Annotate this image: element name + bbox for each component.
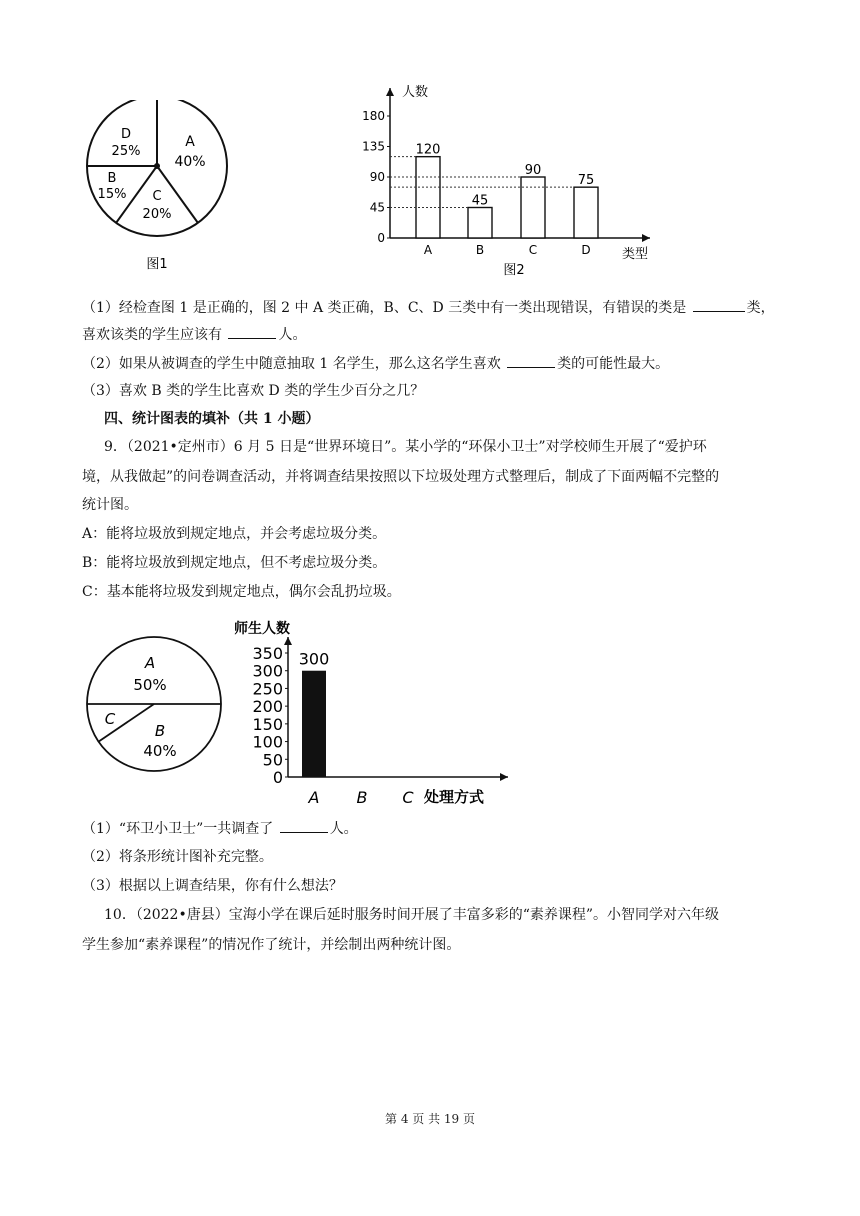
- q8-part3: （3）喜欢 B 类的学生比喜欢 D 类的学生少百分之几？: [82, 383, 425, 399]
- y-tick-label: 100: [252, 732, 283, 752]
- x-axis-arrow: [642, 234, 650, 242]
- x-axis-arrow: [500, 773, 508, 781]
- x-axis-label: 类型: [622, 247, 649, 262]
- bar-value-label: 120: [415, 142, 441, 158]
- q8-part1-text-d: 人。: [278, 327, 307, 343]
- q9-option-c: C：基本能将垃圾发到规定地点，偶尔会乱扔垃圾。: [82, 584, 401, 600]
- figure-3-pie: [80, 630, 230, 780]
- y-tick-label: 350: [252, 644, 283, 663]
- y-axis-label: 师生人数: [234, 621, 290, 637]
- q9-part3: （3）根据以上调查结果，你有什么想法？: [82, 878, 343, 894]
- y-tick-label: 135: [362, 139, 385, 154]
- y-axis-arrow: [386, 88, 394, 96]
- q9-part1-text: （1）“环卫小卫士”一共调查了: [82, 821, 274, 837]
- answer-blank[interactable]: [228, 324, 276, 339]
- bar-a: [416, 157, 440, 238]
- x-tick-label: D: [581, 243, 591, 257]
- x-tick-label: C: [528, 243, 538, 257]
- y-tick-label: 200: [252, 697, 283, 717]
- q9-option-b: B：能将垃圾放到规定地点，但不考虑垃圾分类。: [82, 555, 387, 571]
- y-tick-label: 50: [262, 750, 283, 770]
- q10-line2: 学生参加“素养课程”的情况作了统计，并绘制出两种统计图。: [82, 937, 461, 953]
- y-tick-label: 0: [272, 768, 283, 787]
- y-tick-label: 45: [369, 200, 385, 215]
- figure-2-bar: [350, 78, 670, 278]
- slice-percent-a: 40%: [174, 154, 206, 170]
- bar-value-label: 90: [524, 163, 542, 178]
- slice-label-d: D: [120, 127, 132, 142]
- x-tick-label: C: [402, 788, 414, 807]
- slice-label-a: A: [185, 134, 195, 150]
- slice-label-c: C: [152, 189, 162, 204]
- y-tick-label: 300: [252, 661, 283, 681]
- q8-part1-line1: [82, 297, 775, 318]
- bar-value-label: 300: [298, 649, 330, 669]
- q8-part1-text-b: 类，: [746, 300, 775, 316]
- q8-part2: [82, 353, 669, 374]
- bar-d: [574, 187, 598, 238]
- slice-percent-d: 25%: [111, 144, 141, 159]
- q10-line1: 10．（2022•唐县）宝海小学在课后延时服务时间开展了丰富多彩的“素养课程”。小智同学对六年级: [104, 907, 720, 923]
- answer-blank[interactable]: [693, 297, 745, 312]
- x-tick-label: A: [308, 788, 320, 807]
- slice-percent-a: 50%: [133, 676, 167, 694]
- bar-a: [302, 671, 326, 777]
- bar-b: [468, 208, 492, 239]
- y-axis-label: 人数: [402, 85, 429, 100]
- q9-part1-text-b: 人。: [329, 821, 358, 837]
- y-axis-arrow: [284, 637, 292, 645]
- figure-2-caption: 图2: [503, 263, 525, 278]
- q9-line3: 统计图。: [82, 497, 138, 513]
- q8-part2-text: （2）如果从被调查的学生中随意抽取 1 名学生，那么这名学生喜欢: [82, 356, 501, 372]
- x-axis-label: 处理方式: [424, 788, 485, 806]
- bar-value-label: 75: [577, 173, 595, 189]
- slice-label-c: C: [104, 710, 116, 728]
- pie-center: [154, 163, 160, 169]
- q8-part1-line2: [82, 324, 306, 345]
- y-tick-label: 180: [362, 109, 385, 123]
- q8-part1-text-c: 喜欢该类的学生应该有: [82, 327, 222, 343]
- q9-line2: 境，从我做起”的问卷调查活动，并将调查结果按照以下垃圾处理方式整理后，制成了下面两幅不完整的: [82, 469, 720, 485]
- figure-1-caption: 图1: [146, 257, 168, 272]
- q9-part2: （2）将条形统计图补充完整。: [82, 849, 273, 865]
- slice-label-b: B: [154, 722, 166, 740]
- q8-part1-text: （1）经检查图 1 是正确的，图 2 中 A 类正确，B、C、D 三类中有一类出现错误，有错误的类是: [82, 300, 687, 316]
- answer-blank[interactable]: [507, 353, 555, 368]
- slice-percent-b: 40%: [143, 742, 177, 760]
- answer-blank[interactable]: [280, 818, 328, 833]
- y-tick-label: 90: [369, 170, 385, 184]
- slice-label-a: A: [144, 654, 156, 672]
- slice-percent-b: 15%: [97, 187, 127, 202]
- x-tick-label: A: [423, 243, 433, 257]
- x-tick-label: B: [356, 788, 368, 807]
- figure-1-pie: [80, 100, 240, 280]
- page-footer: 第 4 页 共 19 页: [385, 1112, 475, 1126]
- q9-option-a: A：能将垃圾放到规定地点，并会考虑垃圾分类。: [82, 526, 387, 542]
- slice-percent-c: 20%: [142, 207, 172, 222]
- q8-part2-text-b: 类的可能性最大。: [557, 356, 670, 372]
- y-tick-label: 0: [377, 231, 385, 245]
- q9-line1: 9．（2021•定州市）6 月 5 日是“世界环境日”。某小学的“环保小卫士”对学校师生开展了“爱护环: [104, 439, 707, 455]
- figure-4-bar: [226, 615, 516, 810]
- section-heading: 四、统计图表的填补（共 1 小题）: [104, 411, 320, 427]
- q9-part1: [82, 818, 358, 839]
- x-tick-label: B: [475, 243, 485, 257]
- bar-value-label: 45: [471, 193, 489, 209]
- bar-c: [521, 177, 545, 238]
- y-tick-label: 150: [252, 714, 283, 734]
- y-tick-label: 250: [252, 679, 283, 699]
- slice-label-b: B: [107, 171, 117, 186]
